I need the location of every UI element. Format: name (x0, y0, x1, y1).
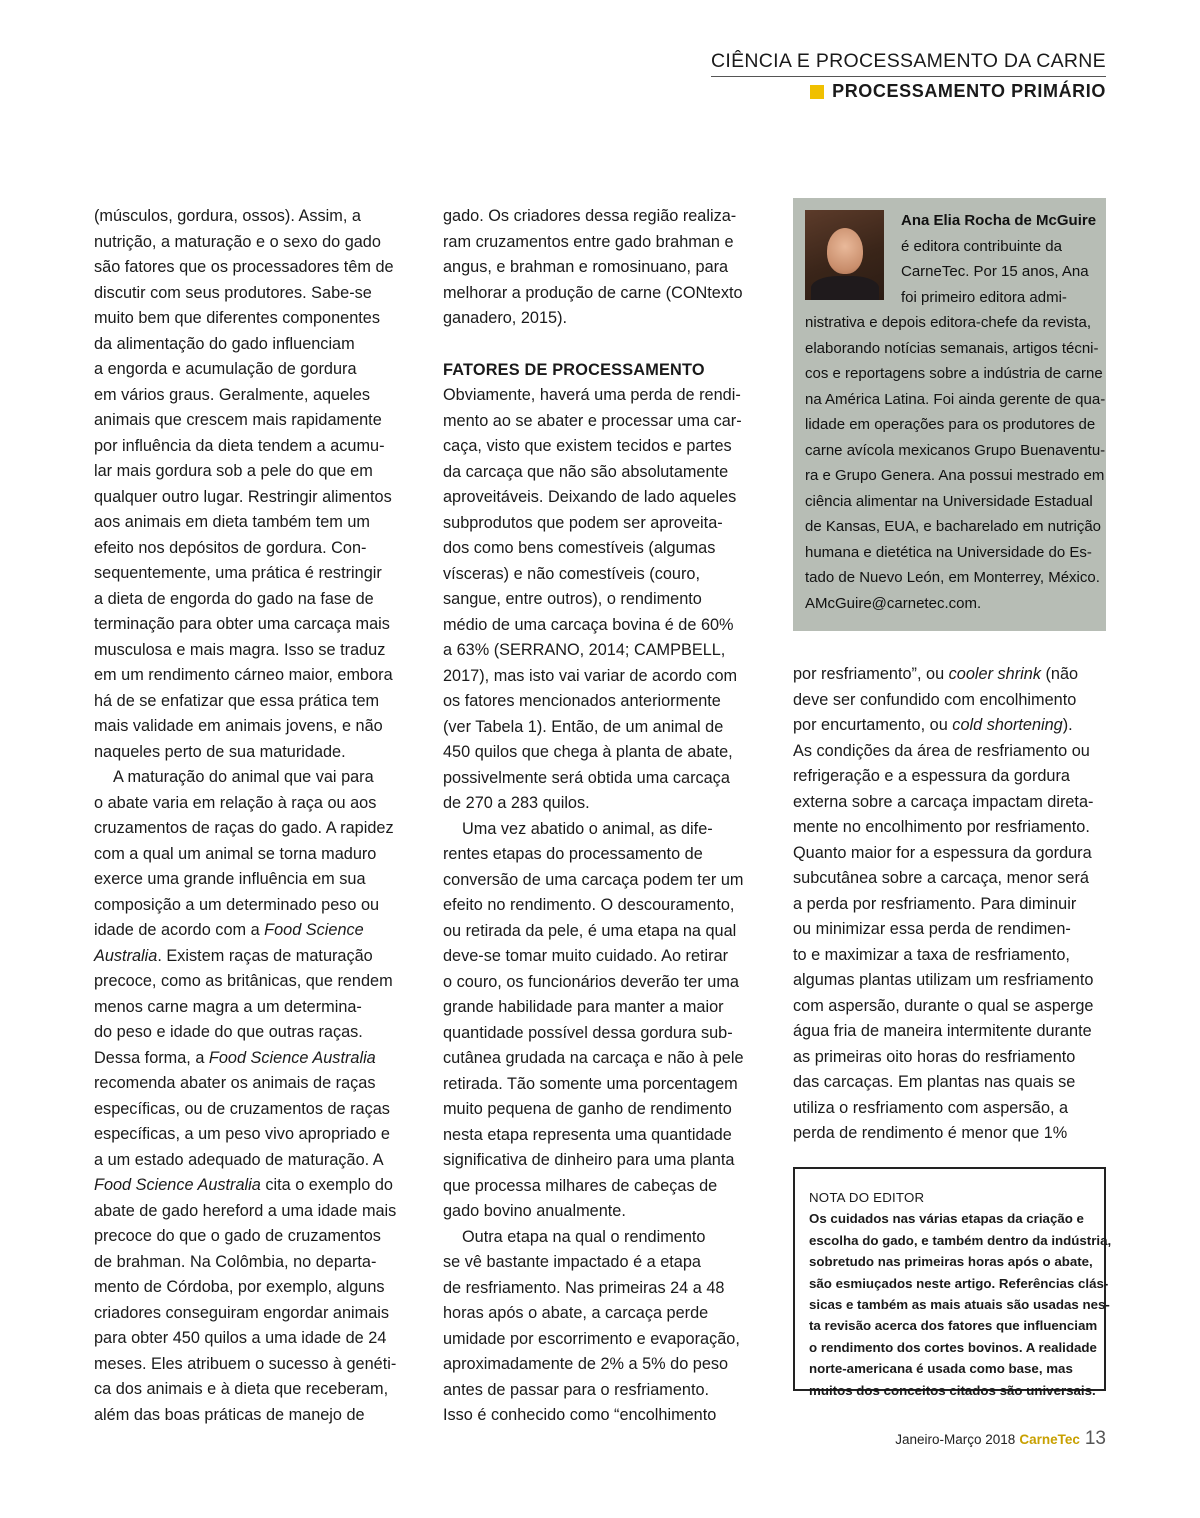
italic-run: cooler shrink (948, 665, 1041, 683)
text-line (793, 662, 1113, 688)
italic-run: cold shortening (952, 716, 1063, 734)
text-line: de Kansas, EUA, e bacharelado em nutrição (805, 518, 1102, 535)
author-bio-text (805, 208, 1106, 616)
text-line: (ver Tabela 1). Então, de um animal de (443, 717, 724, 736)
text-run: por resfriamento”, ou (793, 665, 949, 683)
text-line: humana e dietética na Universidade do Es- (805, 543, 1092, 561)
text-line: refrigeração e a espessura da gordura (793, 767, 1070, 785)
text-line: ram cruzamentos entre gado brahman e (443, 232, 734, 251)
text-line: melhorar a produção de carne (CONtexto (443, 283, 743, 302)
yellow-square-icon (810, 85, 824, 99)
text-line: retirada. Tão somente uma porcentagem (443, 1074, 738, 1093)
italic-run: Food Science (264, 921, 364, 939)
text-line: recomenda abater os animais de raças (94, 1074, 376, 1092)
text-line: as primeiras oito horas do resfriamento (793, 1047, 1076, 1066)
text-line: significativa de dinheiro para uma planta (443, 1151, 735, 1169)
text-line: em vários graus. Geralmente, aqueles (94, 385, 371, 404)
text-line: deve ser confundido com encolhimento (793, 690, 1077, 709)
text-line: foi primeiro editora admi- (901, 288, 1067, 306)
text-line: caça, visto que existem tecidos e partes (443, 437, 732, 455)
text-run: por encurtamento, ou (793, 716, 953, 734)
text-line: se vê bastante impactado é a etapa (443, 1253, 701, 1271)
text-run: idade de acordo com a (94, 921, 265, 939)
text-line: de 270 a 283 quilos. (443, 794, 590, 812)
text-line: com a qual um animal se torna maduro (94, 844, 377, 863)
author-bio-box (793, 198, 1106, 631)
subsection-row (711, 81, 1106, 102)
text-line: ca dos animais e à dieta que receberam, (94, 1380, 389, 1398)
text-line: ganadero, 2015). (443, 309, 568, 327)
text-line: externa sobre a carcaça impactam direta- (793, 792, 1094, 811)
paragraph (94, 765, 414, 1428)
text-line: sobretudo nas primeiras horas após o abate, (809, 1254, 1093, 1270)
text-line (94, 918, 414, 944)
text-line: A maturação do animal que vai para (113, 768, 374, 786)
text-line: escolha do gado, e também dentro da indústria, (809, 1232, 1112, 1248)
text-line: da alimentação do gado influenciam (94, 334, 355, 353)
text-line: As condições da área de resfriamento ou (793, 741, 1090, 760)
text-line (94, 1173, 414, 1199)
text-line: musculosa e mais magra. Isso se traduz (94, 640, 386, 659)
paragraph (443, 817, 763, 1225)
article-column-1 (94, 204, 414, 1428)
text-line: to e maximizar a taxa de resfriamento, (793, 945, 1070, 964)
text-line: norte-americana é usada como base, mas (809, 1361, 1073, 1377)
text-line: a 63% (SERRANO, 2014; CAMPBELL, (443, 641, 726, 659)
editor-note-body (809, 1208, 1112, 1401)
section-title: CIÊNCIA E PROCESSAMENTO DA CARNE (711, 50, 1106, 77)
text-line: elaborando notícias semanais, artigos técni- (805, 339, 1099, 357)
text-line: específicas, a um peso vivo apropriado e (94, 1125, 390, 1143)
text-line: são fatores que os processadores têm de (94, 258, 394, 276)
text-line: vísceras) e não comestíveis (couro, (443, 564, 700, 583)
page-footer (895, 1428, 1106, 1450)
paragraph (443, 204, 763, 332)
text-line: Outra etapa na qual o rendimento (462, 1227, 706, 1246)
italic-run: Australia (94, 946, 158, 965)
text-line: umidade por escorrimento e evaporação, (443, 1329, 740, 1348)
text-line: discutir com seus produtores. Sabe-se (94, 283, 372, 302)
text-line: ciência alimentar na Universidade Estadual (805, 492, 1093, 510)
section-header (711, 50, 1106, 102)
text-line: Obviamente, haverá uma perda de rendi- (443, 386, 741, 404)
text-line: antes de passar para o resfriamento. (443, 1380, 710, 1399)
text-line: naqueles perto de sua maturidade. (94, 742, 346, 761)
text-line: meses. Eles atribuem o sucesso à genéti- (94, 1354, 397, 1373)
text-line: aproveitáveis. Deixando de lado aqueles (443, 488, 737, 506)
text-line: subprodutos que podem ser aproveita- (443, 513, 723, 532)
text-line: gado bovino anualmente. (443, 1202, 626, 1220)
text-line: precoce, como as britânicas, que rendem (94, 972, 393, 990)
text-line: Quanto maior for a espessura da gordura (793, 843, 1092, 862)
paragraph (443, 1225, 763, 1429)
text-line: 2017), mas isto vai variar de acordo com (443, 666, 738, 685)
text-line: que processa milhares de cabeças de (443, 1176, 718, 1195)
paragraph (793, 662, 1113, 1147)
text-line: a perda por resfriamento. Para diminuir (793, 894, 1077, 913)
text-line: de brahman. Na Colômbia, no departa- (94, 1252, 377, 1271)
text-line: subcutânea sobre a carcaça, menor será (793, 869, 1089, 887)
text-line: para obter 450 quilos a uma idade de 24 (94, 1329, 387, 1347)
spacer (443, 332, 763, 358)
italic-run: Food Science Australia (94, 1176, 261, 1194)
text-line: nesta etapa representa uma quantidade (443, 1125, 732, 1144)
text-line: perda de rendimento é menor que 1% (793, 1124, 1068, 1142)
text-line: mento de Córdoba, por exemplo, alguns (94, 1278, 385, 1296)
text-line: a engorda e acumulação de gordura (94, 360, 357, 378)
text-line: conversão de uma carcaça podem ter um (443, 870, 744, 889)
text-line: das carcaças. Em plantas nas quais se (793, 1073, 1076, 1091)
text-line: mais validade em animais jovens, e não (94, 717, 383, 735)
text-line: (músculos, gordura, ossos). Assim, a (94, 207, 361, 225)
paragraph (443, 383, 763, 817)
text-line: aproximadamente de 2% a 5% do peso (443, 1355, 729, 1373)
text-line: Isso é conhecido como “encolhimento (443, 1406, 717, 1424)
text-line: tado de Nuevo León, em Monterrey, México. (805, 569, 1100, 586)
text-line: composição a um determinado peso ou (94, 895, 380, 914)
text-line: mento ao se abater e processar uma car- (443, 411, 742, 430)
text-line: terminação para obter uma carcaça mais (94, 615, 390, 633)
text-line: de resfriamento. Nas primeiras 24 a 48 (443, 1278, 725, 1297)
text-line: na América Latina. Foi ainda gerente de qua- (805, 390, 1106, 408)
magazine-brand: CarneTec (1019, 1432, 1080, 1447)
article-column-2 (443, 204, 763, 1429)
text-line: médio de uma carcaça bovina é de 60% (443, 615, 734, 634)
text-line: CarneTec. Por 15 anos, Ana (901, 263, 1089, 280)
subsection-title: PROCESSAMENTO PRIMÁRIO (832, 81, 1106, 101)
text-line: ou minimizar essa perda de rendimen- (793, 920, 1071, 938)
text-line: exerce uma grande influência em sua (94, 870, 366, 888)
text-line (793, 713, 1113, 739)
text-run: ). (1062, 716, 1073, 734)
editor-note-box (793, 1167, 1112, 1398)
text-line: nistrativa e depois editora-chefe da revista, (805, 314, 1091, 331)
text-line: o abate varia em relação à raça ou aos (94, 793, 377, 812)
text-line: ra e Grupo Genera. Ana possui mestrado em (805, 467, 1105, 484)
text-line: ta revisão acerca dos fatores que influenciam (809, 1318, 1098, 1334)
paragraph (94, 204, 414, 765)
author-name: Ana Elia Rocha de McGuire (901, 212, 1097, 229)
italic-run: Food Science Australia (208, 1048, 376, 1067)
article-column-3 (793, 662, 1113, 1147)
text-line: água fria de maneira intermitente durante (793, 1022, 1092, 1040)
text-line: precoce do que o gado de cruzamentos (94, 1227, 381, 1245)
text-line: específicas, ou de cruzamentos de raças (94, 1099, 390, 1118)
text-line: dos como bens comestíveis (algumas (443, 539, 716, 557)
text-line: sicas e também as mais atuais são usadas nes- (809, 1297, 1110, 1313)
text-line: cos e reportagens sobre a indústria de carne (805, 365, 1103, 382)
text-line: lidade em operações para os produtores de (805, 416, 1096, 433)
text-line: sequentemente, uma prática é restringir (94, 564, 382, 582)
issue-date: Janeiro-Março 2018 (895, 1432, 1016, 1447)
text-line: o rendimento dos cortes bovinos. A realidade (809, 1339, 1097, 1355)
author-email: AMcGuire@carnetec.com. (805, 594, 982, 612)
text-line: Uma vez abatido o animal, as dife- (462, 819, 713, 838)
text-line: além das boas práticas de manejo de (94, 1405, 365, 1424)
text-run: Dessa forma, a (94, 1048, 209, 1067)
text-line: mente no encolhimento por resfriamento. (793, 818, 1090, 836)
text-line: quantidade possível dessa gordura sub- (443, 1023, 733, 1042)
text-line: os fatores mencionados anteriormente (443, 692, 721, 710)
text-line: são esmiuçados neste artigo. Referências clás- (809, 1275, 1109, 1291)
text-line: o couro, os funcionários deverão ter uma (443, 972, 739, 991)
text-line: muitos dos conceitos citados são universais. (809, 1382, 1096, 1398)
text-line: é editora contribuinte da (901, 237, 1062, 255)
text-line: cruzamentos de raças do gado. A rapidez (94, 819, 394, 837)
text-line: deve-se tomar muito cuidado. Ao retirar (443, 947, 729, 965)
text-line: a um estado adequado de maturação. A (94, 1150, 384, 1169)
text-line (94, 944, 414, 970)
text-line: rentes etapas do processamento de (443, 845, 703, 863)
text-run: cita o exemplo do (260, 1176, 393, 1194)
text-line: há de se enfatizar que essa prática tem (94, 691, 380, 710)
text-line: da carcaça que não são absolutamente (443, 462, 729, 481)
text-line: menos carne magra a um determina- (94, 997, 362, 1016)
text-line: abate de gado hereford a uma idade mais (94, 1201, 397, 1220)
text-line: lar mais gordura sob a pele do que em (94, 462, 373, 480)
text-line: do peso e idade do que outras raças. (94, 1023, 363, 1041)
text-line: utiliza o resfriamento com aspersão, a (793, 1098, 1069, 1117)
text-line: angus, e brahman e romosinuano, para (443, 258, 729, 276)
text-line: efeito nos depósitos de gordura. Con- (94, 538, 367, 557)
text-line: animais que crescem mais rapidamente (94, 411, 382, 429)
text-line: muito bem que diferentes componentes (94, 309, 380, 327)
text-line: Os cuidados nas várias etapas da criação e (809, 1211, 1084, 1227)
text-line: aos animais em dieta também tem um (94, 513, 370, 531)
section-heading: FATORES DE PROCESSAMENTO (443, 360, 705, 379)
text-line: horas após o abate, a carcaça perde (443, 1304, 709, 1322)
page-number: 13 (1084, 1428, 1106, 1449)
text-line: efeito no rendimento. O descouramento, (443, 896, 735, 914)
text-line: gado. Os criadores dessa região realiza- (443, 207, 737, 225)
text-line: cutânea grudada na carcaça e não à pele (443, 1049, 744, 1067)
text-line: a dieta de engorda do gado na fase de (94, 589, 374, 608)
text-line: por influência da dieta tendem a acumu- (94, 436, 385, 455)
text-run: (não (1040, 665, 1079, 683)
text-line: ou retirada da pele, é uma etapa na qual (443, 921, 737, 940)
text-run: . Existem raças de maturação (157, 946, 373, 965)
editor-note-title: NOTA DO EDITOR (809, 1190, 925, 1205)
text-line: algumas plantas utilizam um resfriamento (793, 971, 1094, 989)
text-line: muito pequena de ganho de rendimento (443, 1100, 732, 1118)
text-line (94, 1046, 414, 1072)
text-line: 450 quilos que chega à planta de abate, (443, 743, 733, 761)
text-line: qualquer outro lugar. Restringir alimentos (94, 487, 392, 506)
text-line: grande habilidade para manter a maior (443, 998, 724, 1016)
text-line: possivelmente será obtida uma carcaça (443, 768, 730, 787)
text-line: em um rendimento cárneo maior, embora (94, 666, 393, 684)
text-line: com aspersão, durante o qual se asperge (793, 996, 1094, 1015)
text-line: criadores conseguiram engordar animais (94, 1303, 390, 1322)
text-line: nutrição, a maturação e o sexo do gado (94, 232, 381, 251)
text-line: carne avícola mexicanos Grupo Buenaventu- (805, 441, 1106, 459)
text-line: sangue, entre outros), o rendimento (443, 590, 702, 608)
